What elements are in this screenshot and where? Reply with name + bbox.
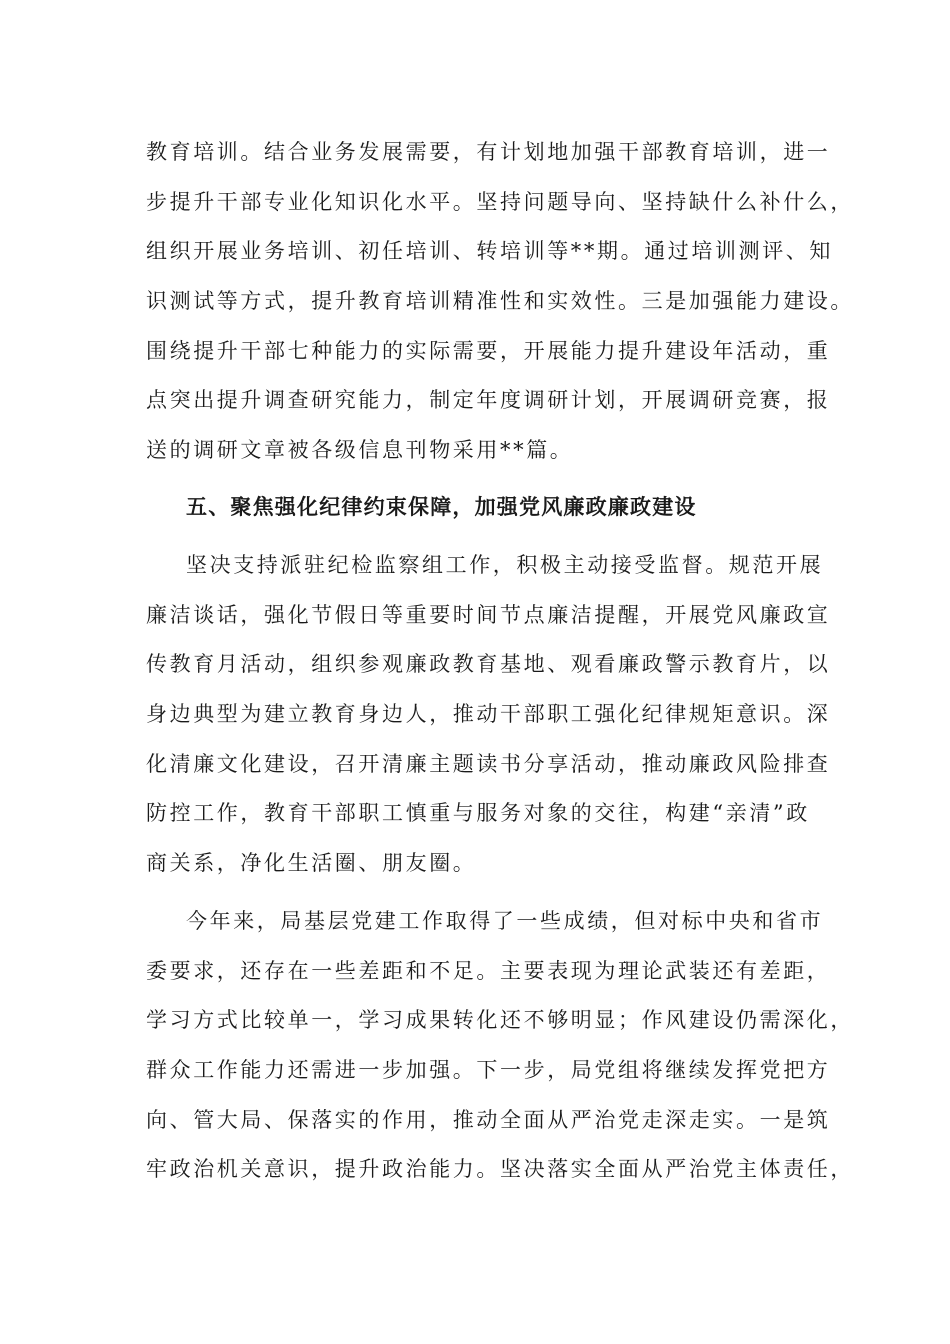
body-text-line: 教育培训。结合业务发展需要，有计划地加强干部教育培训，进一: [146, 140, 831, 164]
body-text-line: 向、管大局、保落实的作用，推动全面从严治党走深走实。一是筑: [146, 1108, 831, 1132]
body-text-line: 识测试等方式，提升教育培训精准性和实效性。三是加强能力建设。: [146, 289, 854, 313]
body-text-line: 委要求，还存在一些差距和不足。主要表现为理论武装还有差距，: [146, 959, 831, 983]
body-text-line: 围绕提升干部七种能力的实际需要，开展能力提升建设年活动，重: [146, 339, 831, 363]
body-text-line: 送的调研文章被各级信息刊物采用**篇。: [146, 438, 574, 462]
body-text-line: 学习方式比较单一，学习成果转化还不够明显；作风建设仍需深化，: [146, 1008, 854, 1032]
body-text-line: 身边典型为建立教育身边人，推动干部职工强化纪律规矩意识。深: [146, 702, 831, 726]
body-text-line: 廉洁谈话，强化节假日等重要时间节点廉洁提醒，开展党风廉政宣: [146, 603, 831, 627]
body-text-line: 步提升干部专业化知识化水平。坚持问题导向、坚持缺什么补什么，: [146, 190, 854, 214]
body-text-line: 防控工作，教育干部职工慎重与服务对象的交往，构建“亲清”政: [146, 801, 810, 825]
body-text-line: 今年来，局基层党建工作取得了一些成绩，但对标中央和省市: [186, 909, 824, 933]
body-text-line: 群众工作能力还需进一步加强。下一步，局党组将继续发挥党把方: [146, 1058, 831, 1082]
body-text-line: 传教育月活动，组织参观廉政教育基地、观看廉政警示教育片，以: [146, 652, 831, 676]
section-heading: 五、聚焦强化纪律约束保障，加强党风廉政廉政建设: [186, 495, 697, 519]
body-text-line: 点突出提升调查研究能力，制定年度调研计划，开展调研竞赛，报: [146, 388, 831, 412]
body-text-line: 牢政治机关意识，提升政治能力。坚决落实全面从严治党主体责任，: [146, 1157, 854, 1181]
body-text-line: 坚决支持派驻纪检监察组工作，积极主动接受监督。规范开展: [186, 553, 824, 577]
body-text-line: 化清廉文化建设，召开清廉主题读书分享活动，推动廉政风险排查: [146, 752, 831, 776]
body-text-line: 商关系，净化生活圈、朋友圈。: [146, 851, 477, 875]
body-text-line: 组织开展业务培训、初任培训、转培训等**期。通过培训测评、知: [146, 239, 833, 263]
